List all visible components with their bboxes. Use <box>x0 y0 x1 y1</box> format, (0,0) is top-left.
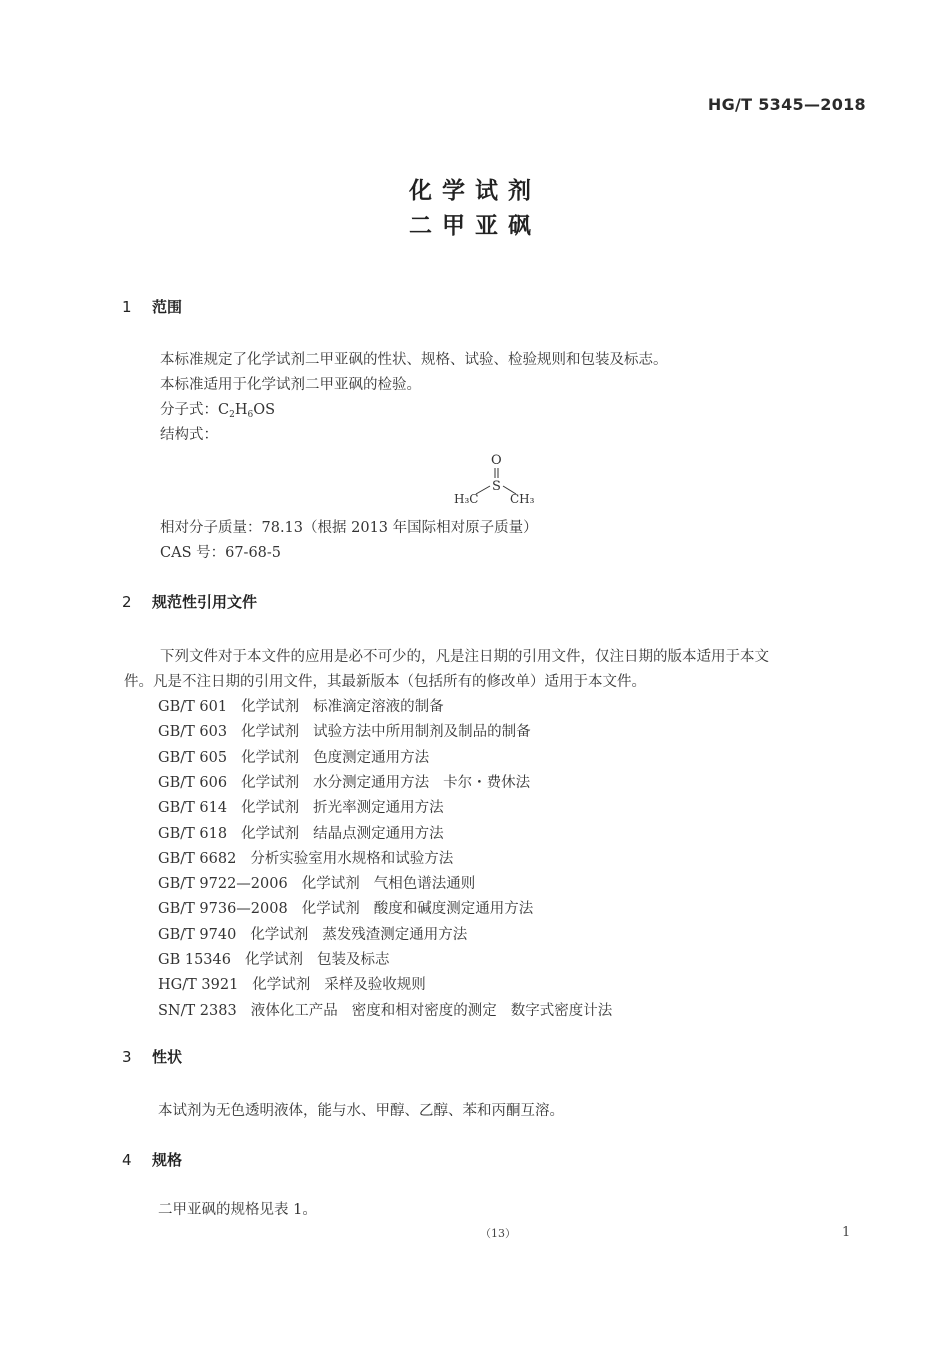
reference-title-part: 化学试剂 <box>250 926 309 943</box>
spec-text: 二甲亚砜的规格见表 1。 <box>158 1202 317 1218</box>
page-number: 1 <box>842 1225 851 1240</box>
section-number: 2 <box>122 593 132 611</box>
reference-title-part: 化学试剂 <box>241 825 300 842</box>
scope-paragraph-2: 本标准适用于化学试剂二甲亚砜的检验。 <box>160 377 421 393</box>
reference-title-part: 气相色谱法通则 <box>373 876 476 893</box>
reference-item <box>158 923 481 944</box>
structure-label: 结构式： <box>160 427 218 443</box>
reference-title-part: 化学试剂 <box>241 774 300 791</box>
reference-title-part: 包装及标志 <box>316 952 390 968</box>
section-number: 1 <box>122 298 132 316</box>
reference-title-part: 化学试剂 <box>241 800 300 817</box>
reference-item <box>158 948 403 969</box>
reference-title-part: 折光率测定通用方法 <box>313 800 444 817</box>
reference-code: GB/T 601 <box>158 699 228 715</box>
reference-title-part: 化学试剂 <box>241 724 300 741</box>
section-number: 4 <box>122 1151 132 1169</box>
reference-title-part: 结晶点测定通用方法 <box>313 825 444 842</box>
reference-title-part: 标准滴定溶液的制备 <box>313 699 444 715</box>
reference-title-part: 卡尔・费休法 <box>443 774 531 791</box>
reference-title-part: 化学试剂 <box>241 749 300 766</box>
molecular-mass: 相对分子质量：78.13（根据 2013 年国际相对原子质量） <box>160 520 538 536</box>
refs-intro-line-2: 件。凡是不注日期的引用文件，其最新版本（包括所有的修改单）适用于本文件。 <box>124 674 646 690</box>
reference-item <box>158 796 458 817</box>
reference-item <box>158 872 489 893</box>
molecular-formula: 分子式：$C_2H_6OS$ <box>160 402 276 420</box>
reference-code: GB/T 6682 <box>158 850 237 867</box>
reference-item <box>158 999 626 1020</box>
methyl-left: H₃C <box>454 492 479 506</box>
structural-formula <box>440 448 560 512</box>
reference-item <box>158 746 443 767</box>
methyl-right: CH₃ <box>510 492 535 506</box>
reference-item <box>158 695 458 716</box>
reference-title-part: 化学试剂 <box>301 876 360 893</box>
reference-code: GB/T 9722—2006 <box>158 876 288 893</box>
oxygen-atom: O <box>491 453 502 468</box>
reference-item <box>158 720 545 741</box>
reference-item <box>158 973 440 994</box>
scope-paragraph-1: 本标准规定了化学试剂二甲亚砜的性状、规格、试验、检验规则和包装及标志。 <box>160 352 668 368</box>
properties-text: 本试剂为无色透明液体，能与水、甲醇、乙醇、苯和丙酮互溶。 <box>158 1103 564 1119</box>
section-heading-3 <box>122 1046 182 1067</box>
reference-title-part: 试验方法中所用制剂及制品的制备 <box>313 724 531 741</box>
title-line-2: 二甲亚砜 <box>409 213 541 239</box>
reference-title-part: 化学试剂 <box>301 901 360 918</box>
reference-title-part: 酸度和碱度测定通用方法 <box>373 901 534 918</box>
reference-code: GB/T 605 <box>158 749 228 766</box>
title-line-1: 化学试剂 <box>409 178 541 204</box>
footer-code: （13） <box>480 1227 516 1240</box>
reference-title-part: 水分测定通用方法 <box>313 774 430 791</box>
reference-title-part: 分析实验室用水规格和试验方法 <box>250 850 454 867</box>
reference-title-part: 化学试剂 <box>241 699 300 715</box>
refs-intro-line-1: 下列文件对于本文件的应用是必不可少的，凡是注日期的引用文件，仅注日期的版本适用于本文 <box>160 649 769 665</box>
section-heading-4 <box>122 1149 182 1170</box>
section-heading-1 <box>122 296 182 317</box>
reference-item <box>158 771 544 792</box>
section-heading-2 <box>122 591 257 612</box>
section-number: 3 <box>122 1048 132 1066</box>
standard-number: HG/T 5345—2018 <box>707 95 866 114</box>
cas-number: CAS 号：67-68-5 <box>160 545 282 561</box>
reference-code: GB/T 603 <box>158 724 228 741</box>
section-title: 性状 <box>152 1048 183 1066</box>
reference-code: GB/T 614 <box>158 800 228 817</box>
section-title: 规格 <box>152 1151 183 1169</box>
sulfur-atom: S <box>492 479 501 494</box>
reference-title-part: 采样及验收规则 <box>324 977 426 994</box>
reference-code: GB/T 9740 <box>158 926 237 943</box>
reference-code: GB/T 618 <box>158 825 228 842</box>
reference-title-part: 液体化工产品 <box>250 1002 338 1019</box>
reference-title-part: 色度测定通用方法 <box>313 749 430 766</box>
section-title: 规范性引用文件 <box>152 593 258 611</box>
reference-item <box>158 822 458 843</box>
reference-item <box>158 847 467 868</box>
reference-code: GB 15346 <box>158 952 231 968</box>
reference-code: HG/T 3921 <box>158 977 239 994</box>
reference-title-part: 数字式密度计法 <box>510 1002 613 1019</box>
reference-title-part: 蒸发残渣测定通用方法 <box>322 926 468 943</box>
reference-code: GB/T 9736—2008 <box>158 901 288 918</box>
formula-label: 分子式： <box>160 402 218 418</box>
reference-item <box>158 897 547 918</box>
reference-title-part: 密度和相对密度的测定 <box>351 1002 497 1019</box>
section-title: 范围 <box>152 298 183 316</box>
reference-code: SN/T 2383 <box>158 1002 237 1019</box>
reference-code: GB/T 606 <box>158 774 228 791</box>
reference-title-part: 化学试剂 <box>244 952 303 968</box>
reference-title-part: 化学试剂 <box>252 977 311 994</box>
